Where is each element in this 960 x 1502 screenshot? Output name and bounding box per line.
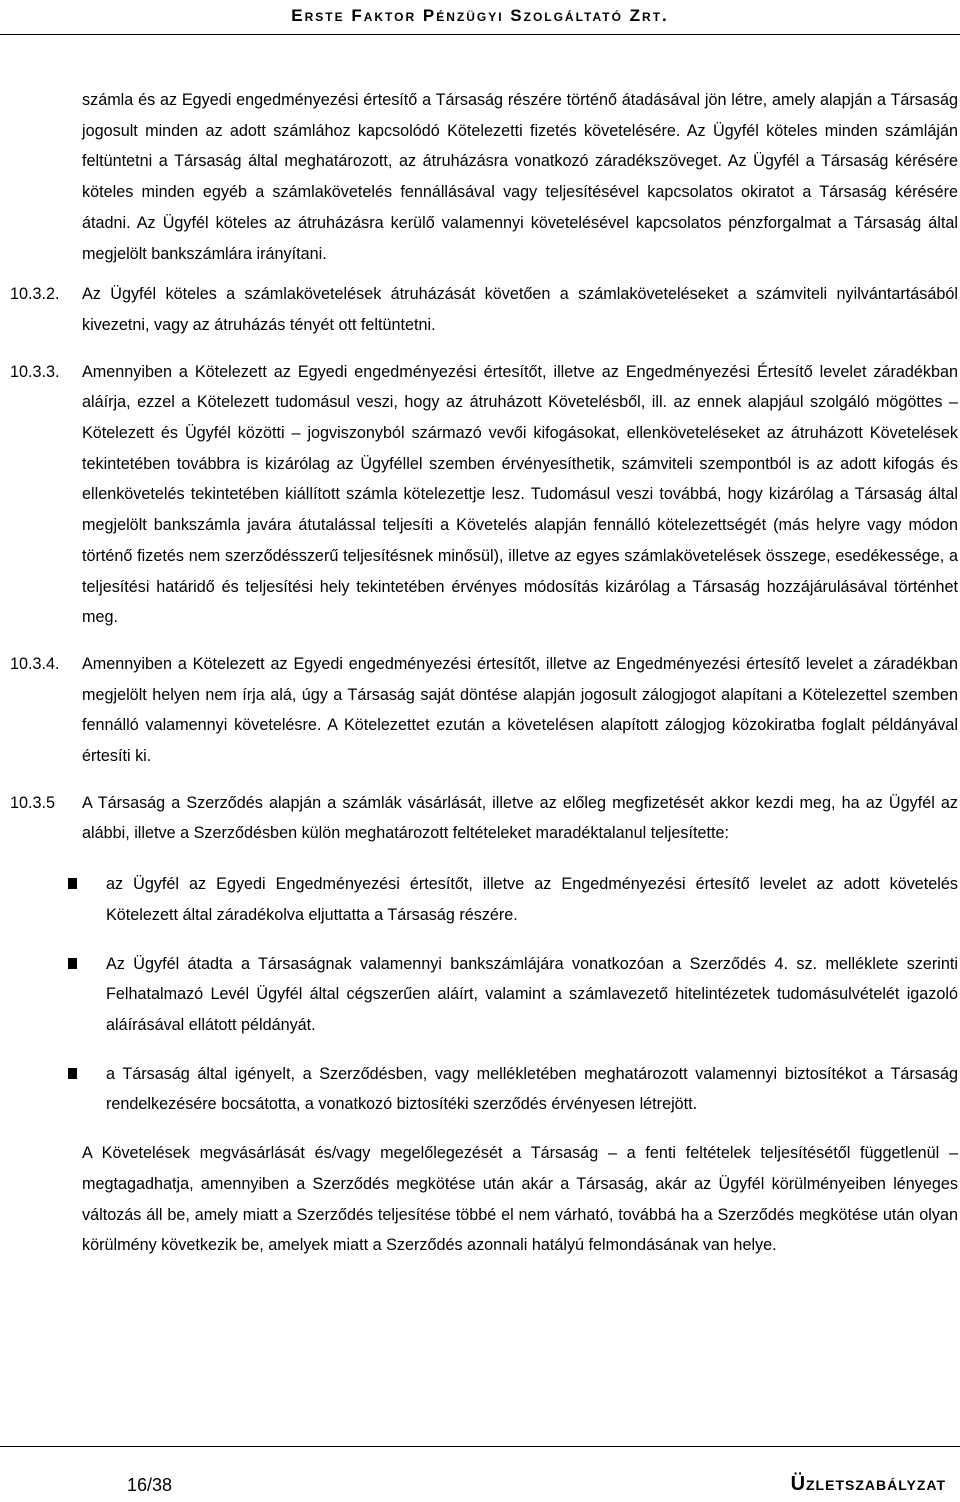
- list-item-text: Az Ügyfél átadta a Társaságnak valamennyi bankszámlájára vonatkozóan a Szerződés 4. sz. melléklete szerinti Felhatalmazó Levél Ügyfél által cégszerűen aláírt, valamint a számlavezető hitelintézetek tudomásulvételét igazoló aláírásával ellátott példányát.: [106, 954, 958, 1034]
- square-bullet-icon: [68, 878, 77, 889]
- list-item-text: az Ügyfél az Egyedi Engedményezési értesítőt, illetve az Engedményezési értesítő levelet az adott követelés Kötelezett által záradékolva eljuttatta a Társaság részére.: [106, 875, 958, 924]
- header-divider: [0, 34, 960, 35]
- square-bullet-icon: [68, 958, 77, 969]
- section-10-3-5: [10, 788, 958, 849]
- closing-paragraph: A Követelések megvásárlását és/vagy megelőlegezését a Társaság – a fenti feltételek teljesítésétől függetlenül – megtagadhatja, amennyiben a Szerződés megkötése után akár a Társaság, akár az Ügyfél körülményeiben lényeges változás áll be, amely miatt a Szerződés teljesítése többé el nem várható, továbbá ha a Szerződés megkötése után olyan körülmény következik be, amelyek miatt a Szerződés azonnali hatályú felmondásának van helye.: [82, 1144, 958, 1255]
- section-text: Az Ügyfél köteles a számlakövetelések átruházását követően a számlaköveteléseket a számviteli nyilvántartásából kivezetni, vagy az átruházás tényét ott feltüntetni.: [82, 285, 958, 334]
- company-name-header: Erste Faktor Pénzügyi Szolgáltató Zrt.: [291, 6, 669, 25]
- page-number: 16/38: [127, 1475, 173, 1495]
- document-body: [10, 85, 958, 1261]
- section-text: Amennyiben a Kötelezett az Egyedi engedményezési értesítőt, illetve az Engedményezési értesítő levelet a záradékban megjelölt helyen nem írja alá, úgy a Társaság saját döntése alapján jogosult zálogjogot alapítani a Kötelezettel szemben fennálló valamennyi követelésre. A Kötelezettet ezután a követelésen alapított zálogjog közokiratba foglalt példányával értesíti ki.: [82, 654, 958, 766]
- section-number: 10.3.3.: [10, 362, 60, 381]
- section-number: 10.3.5: [10, 793, 56, 812]
- intro-paragraph: számla és az Egyedi engedményezési értesítő a Társaság részére történő átadásával jön létre, amely alapján a Társaság jogosult minden az adott számlához kapcsolódó Kötelezetti fizetés követelésére. Az Ügyfél köteles minden számláján feltüntetni a Társaság által meghatározott, az átruházásra vonatkozó záradékszöveget. Az Ügyfél a Társaság kérésére köteles minden egyéb a számlakövetelés fennállásával vagy teljesítésével kapcsolatos okiratot a Társaság kérésére átadni. Az Ügyfél köteles az átruházásra kerülő valamennyi követelésével kapcsolatos pénzforgalmat a Társaság által megjelölt bankszámlára irányítani.: [82, 91, 958, 263]
- list-item-text: a Társaság által igényelt, a Szerződésben, vagy mellékletében meghatározott valamennyi biztosítékot a Társaság rendelkezésére bocsátotta, a vonatkozó biztosítéki szerződés érvényesen létrejött.: [106, 1064, 958, 1114]
- footer-document-title: Üzletszabályzat: [790, 1473, 946, 1495]
- conditions-list: [82, 869, 958, 1120]
- square-bullet-icon: [68, 1068, 77, 1079]
- section-10-3-2: [10, 279, 958, 340]
- list-item: [82, 869, 958, 930]
- section-10-3-4: [10, 649, 958, 772]
- section-text: A Társaság a Szerződés alapján a számlák vásárlását, illetve az előleg megfizetését akkor kezdi meg, ha az Ügyfél az alábbi, illetve a Szerződésben külön meghatározott feltételeket maradéktalanul teljesítette:: [82, 793, 958, 843]
- section-10-3-3: [10, 357, 958, 633]
- footer-divider: [0, 1446, 960, 1447]
- section-text: Amennyiben a Kötelezett az Egyedi engedményezési értesítőt, illetve az Engedményezési Értesítő levelet záradékban aláírja, ezzel a Kötelezett tudomásul veszi, hogy az átruházott Követelésből, ill. az ennek alapjául szolgáló mögöttes – Kötelezett és Ügyfél közötti – jogviszonyból származó vevői kifogásokat, ellenköveteléseket az átruházott Követelések tekintetében továbbra is kizárólag az Ügyféllel szemben érvényesíthetik, számviteli szempontból is az adott kifogás és ellenkövetelés tekintetében kiállított számla kötelezettje lesz. Tudomásul veszi továbbá, hogy kizárólag a Társaság által megjelölt bankszámla javára átutalással teljesíti a Követelés alapján fennálló kötelezettségét (más helyre vagy módon történő fizetés nem szerződésszerű teljesítésnek minősül), illetve az egyes számlakövetelések összege, esedékessége, a teljesítési határidő és teljesítési hely tekintetében érvényes módosítás kizárólag a Társaság hozzájárulásával történhet meg.: [82, 362, 958, 627]
- section-number: 10.3.2.: [10, 285, 60, 304]
- list-item: [82, 949, 958, 1041]
- list-item: [82, 1059, 958, 1120]
- section-number: 10.3.4.: [10, 654, 60, 673]
